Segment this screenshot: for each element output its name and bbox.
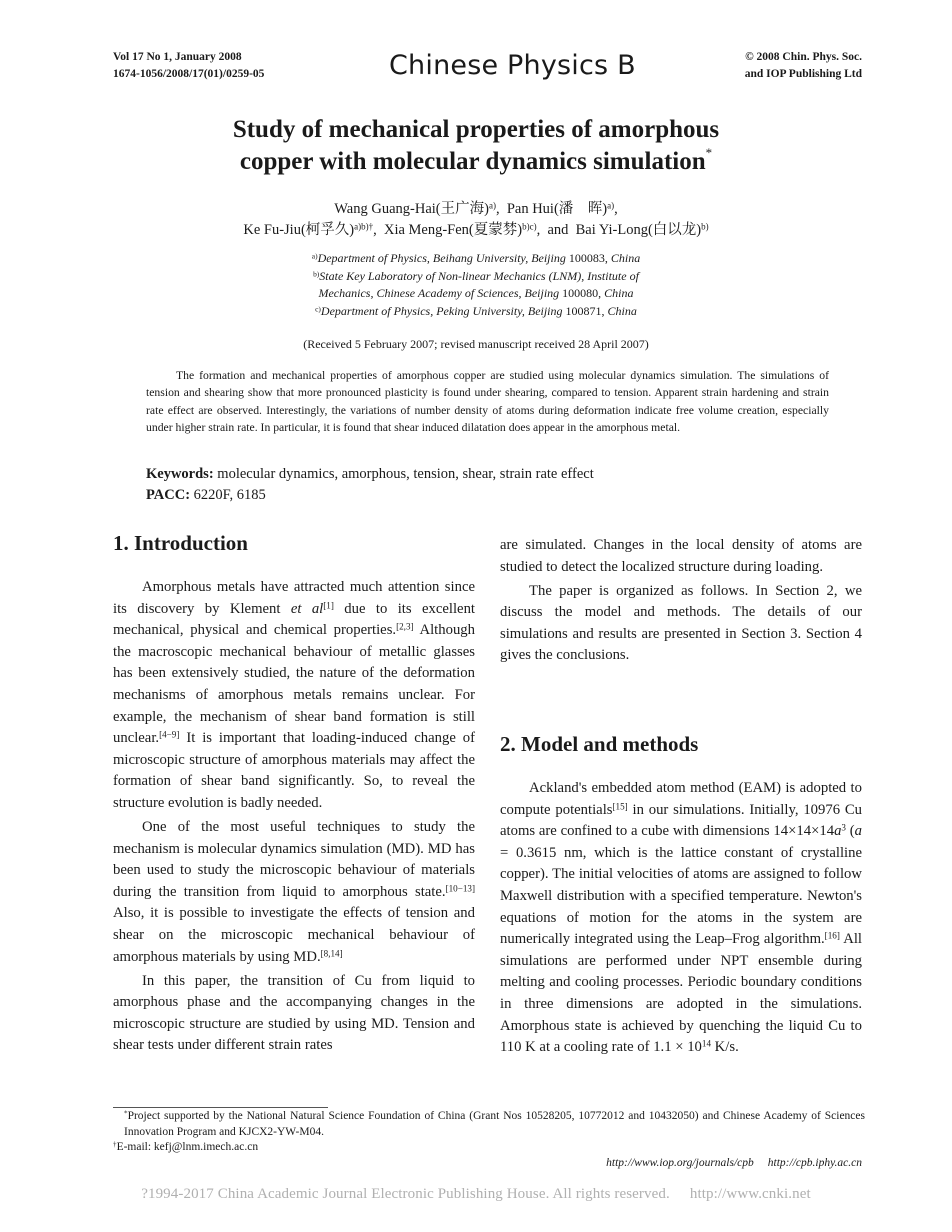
footnote-star-mark: * [124,1109,128,1118]
journal-urls [606,1157,862,1169]
email-text: E-mail: kefj@lnm.imech.ac.cn [116,1141,259,1153]
affiliation-a-label: a) [311,251,318,261]
citation: [8,14] [320,948,343,959]
intro-paragraph-4: The paper is organized as follows. In Section 2, we discuss the model and methods. The details of our simulations and results are presented in Section 3. Section 4 gives the conclusions. [500,582,862,664]
volume-info: Vol 17 No 1, January 2008 [113,51,242,63]
iop-url-link[interactable]: http://www.iop.org/journals/cpb [606,1157,754,1169]
author-conjunction: and [547,222,569,238]
methods-paragraph-1: Ackland's embedded atom method (EAM) is adopted to compute potentials[15] in our simulations. Initially, 10976 Cu atoms are confined to a cube with dimensions $14\times 14\times 14a^3$ (a = 0.3615 nm, which is the lattice constant of crystalline copper). The initial velocities of atoms are assigned to follow Maxwell distribution with a specified temperature. Newton's equations of motion for the atoms in the system are numerically integrated using the Leap–Frog algorithm.[16] All simulations are performed under NPT ensemble during melting and cooling processes. Periodic boundary conditions in three dimensions are adopted in the simulations. Amorphous state is achieved by quenching the liquid Cu to 110 K at a cooling rate of $1.1 \times 10^{14}$ K/s. [500,780,863,1056]
intro-paragraph-3: In this paper, the transition of Cu from liquid to amorphous phase and the accompanying changes in the microscopic structure are studied by using MD. Tension and shear tests under different strain rates [113,972,475,1054]
affiliation-a-text: Department of Physics, Beihang University, Beijing [317,251,566,265]
affiliation-c-country: China [607,303,637,318]
cpb-url-link[interactable]: http://cpb.iphy.ac.cn [767,1157,862,1169]
left-column [113,577,475,1060]
pacc-text: 6220F, 6185 [193,487,266,503]
footnotes [113,1109,865,1156]
affiliation-c-code: 100871, [565,303,605,318]
keywords-text: molecular dynamics, amorphous, tension, shear, strain rate effect [217,466,594,482]
funding-text: Project supported by the National Natural Science Foundation of China (Grant Nos 10528205, 10772012 and 10432050) and Chinese Academy of Sciences Innovation Program and KJCX2-YW-M04. [124,1110,865,1138]
citation: [16] [824,930,840,941]
author-line-2: Ke Fu-Jiu(柯孚久)$^{a)b)\dagger}$, Xia Meng-Fen(夏蒙棼)$^{b)c)}$, and Bai Yi-Long(白以龙)$^{b)}$ [243,221,709,238]
section-1-heading: 1. Introduction [113,531,248,555]
author-line-1: Wang Guang-Hai(王广海)$^{a)}$, Pan Hui(潘 晖)$^{a)}$, [334,200,618,217]
publisher-line: and IOP Publishing Ltd [744,68,862,80]
author-ke-affil: a)b)† [354,221,374,232]
copyright-line: © 2008 Chin. Phys. Soc. [745,51,862,63]
right-column [500,535,862,670]
keywords-label: Keywords: [146,466,214,482]
affiliation-a-country: China [610,251,641,265]
watermark-url: http://www.cnki.net [689,1186,811,1202]
intro-paragraph-1: Amorphous metals have attracted much attention since its discovery by Klement et al[1] due to its excellent mechanical, physical and chemical properties.[2,3] Although the macroscopic mechanical behaviour of metallic glasses has been extensively studied, the nature of the deformation mechanisms of amorphous metals remains unclear. For example, the mechanism of shear band formation is still unclear.[4−9] It is important that loading-induced change of microscopic structure of amorphous materials may affect the formation of shear band significantly. So, to reveal the structure evolution is badly needed. [113,579,475,811]
author-pan-affil: a) [607,200,615,211]
author-pan: Pan Hui(潘 晖) [506,201,608,217]
affiliation-b-text: State Key Laboratory of Non-linear Mechanics (LNM), Institute of [319,268,639,283]
affiliation-a-code: 100083, [568,251,608,265]
running-header-right [745,49,862,83]
author-bai-affil: b) [701,221,709,232]
affiliation-a [0,250,952,268]
author-xia: Xia Meng-Fen(夏蒙棼) [383,222,523,238]
affiliations [0,250,952,320]
title-footnote-mark: * [705,145,713,160]
right-column-section-2 [500,778,862,1061]
affiliation-b [0,268,952,286]
et-al: et al [290,600,324,617]
author-xia-affil: b)c) [522,221,537,232]
intro-paragraph-2: One of the most useful techniques to study the mechanism is molecular dynamics simulation (MD). MD has been used to study the microscopic behaviour of materials during the transition from liquid to amorphous state.[10−13] Also, it is possible to investigate the effects of tension and shear on the microscopic mechanical behaviour of amorphous materials by using MD.[8,14] [113,819,475,965]
affiliation-c-text: Department of Physics, Peking University, Beijing [320,303,563,318]
paper-title [0,114,952,178]
citation: [1] [323,600,334,611]
footnote-rule [113,1107,328,1108]
affiliation-b-label: b) [313,268,320,278]
keywords-block [146,464,594,506]
keywords-line [146,464,594,485]
affiliation-b-cont [0,285,952,303]
pacc-label: PACC: [146,487,191,503]
citation: [15] [612,801,628,812]
title-line-1: Study of mechanical properties of amorphous [232,116,720,143]
issn-info: 1674-1056/2008/17(01)/0259-05 [113,68,265,80]
affiliation-b-text-2: Mechanics, Chinese Academy of Sciences, Beijing [318,286,560,300]
received-dates: (Received 5 February 2007; revised manuscript received 28 April 2007) [303,337,649,351]
author-ke: Ke Fu-Jiu(柯孚久) [243,222,355,238]
author-wang: Wang Guang-Hai(王广海) [334,201,489,217]
author-bai: Bai Yi-Long(白以龙) [575,222,702,238]
affiliation-b-code: 100080, [562,286,602,300]
cnki-watermark [0,1186,952,1203]
title-line-2 [0,146,952,178]
journal-name: Chinese Physics B [389,50,636,81]
citation: [10−13] [445,883,475,894]
funding-footnote [113,1109,865,1140]
section-2-heading: 2. Model and methods [500,732,699,756]
affiliation-b-country: China [604,286,634,300]
running-header-left [113,49,264,83]
author-wang-affil: a) [488,200,496,211]
intro-paragraph-3-continued: are simulated. Changes in the local density of atoms are studied to detect the localized structure during loading. [500,537,862,575]
affiliation-c [0,303,952,321]
abstract: The formation and mechanical properties of amorphous copper are studied using molecular dynamics simulation. The simulations of tension and shearing show that more pronounced plasticity is found under shearing, compared to tension. Apparent strain hardening and strain rate effect are observed. Interestingly, the variations of number density of atoms during deformation indicate free volume creation, especially under higher strain rate. In particular, it is found that shear induced dilatation does appear in the amorphous metal. [146,369,829,434]
citation: [4−9] [159,729,180,740]
watermark-copyright: ?1994-2017 China Academic Journal Electronic Publishing House. All rights reserved. [141,1186,670,1202]
footnote-dagger-mark: † [113,1140,117,1149]
title-line-2-text: copper with molecular dynamics simulation [239,148,706,175]
email-footnote [113,1140,865,1156]
citation: [2,3] [396,621,414,632]
pacc-line [146,485,594,506]
affiliation-c-label: c) [315,303,321,313]
author-list [0,199,952,241]
